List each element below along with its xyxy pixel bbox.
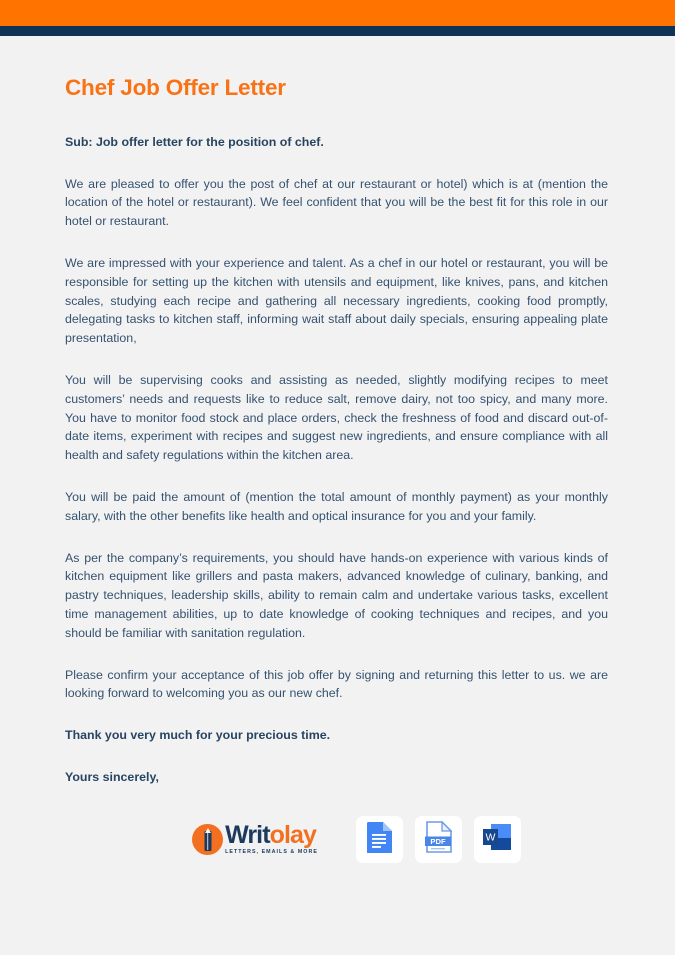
paragraph-salary: You will be paid the amount of (mention the total amount of monthly payment) as your monthly salary, with the other benefits like health and optical insurance for you and your family. (65, 489, 608, 523)
top-accent-bar (0, 0, 675, 26)
logo-name-primary: Writ (225, 821, 270, 850)
download-pdf-button[interactable] (415, 816, 462, 863)
word-label: W (485, 831, 496, 844)
pdf-file-icon (424, 821, 452, 858)
pencil-in-circle-icon (192, 824, 223, 855)
paragraph-requirements: As per the company’s requirements, you should have hands-on experience with various kinds of kitchen equipment like grillers and pasta makers, advanced knowledge of culinary, banking, and pastry techniques, leadership skills, ability to remain calm and undertake various tasks, excellent time management abilities, up to date knowledge of cooking techniques and recipes, and you should be familiar with sanitation regulation. (65, 550, 608, 640)
page-title: Chef Job Offer Letter (65, 75, 286, 100)
download-word-button[interactable] (474, 816, 521, 863)
document-sheet (0, 74, 675, 863)
footer (65, 816, 608, 863)
word-doc-icon (482, 822, 512, 857)
paragraph-intro: We are pleased to offer you the post of chef at our restaurant or hotel) which is at (mention the location of the hotel or restaurant). We feel confident that you will be the best fit for this role in our hotel or restaurant. (65, 176, 608, 229)
google-docs-icon (365, 821, 393, 858)
paragraph-signoff: Yours sincerely, (65, 769, 159, 784)
secondary-accent-bar (0, 26, 675, 36)
paragraph-responsibilities: We are impressed with your experience and talent. As a chef in our hotel or restaurant, you will be responsible for setting up the kitchen with utensils and equipment, like knives, pans, and kitchen scales, studying each recipe and gathering all necessary ingredients, cooking food promptly, delegating tasks to kitchen staff, informing wait staff about daily specials, ensuring appealing plate presentation, (65, 256, 608, 346)
logo-name-accent: olay (269, 821, 317, 850)
subject-line: Sub: Job offer letter for the position of chef. (65, 135, 324, 149)
writolay-logo[interactable] (192, 823, 318, 855)
download-google-docs-button[interactable] (356, 816, 403, 863)
logo-tagline: LETTERS, EMAILS & MORE (225, 849, 318, 856)
paragraph-confirmation: Please confirm your acceptance of this job offer by signing and returning this letter to us. we are looking forward to welcoming you as our new chef. (65, 667, 608, 701)
pdf-label: PDF (430, 836, 447, 846)
paragraph-supervision: You will be supervising cooks and assisting as needed, slightly modifying recipes to meet customers’ needs and requests like to reduce salt, remove dairy, not too spicy, and many more. You have to monitor food stock and place orders, check the freshness of food and discard out-of-date items, experiment with recipes and suggest new ingredients, and ensure compliance with all health and safety regulations within the kitchen area. (65, 372, 608, 463)
paragraph-thanks: Thank you very much for your precious time. (65, 728, 331, 743)
